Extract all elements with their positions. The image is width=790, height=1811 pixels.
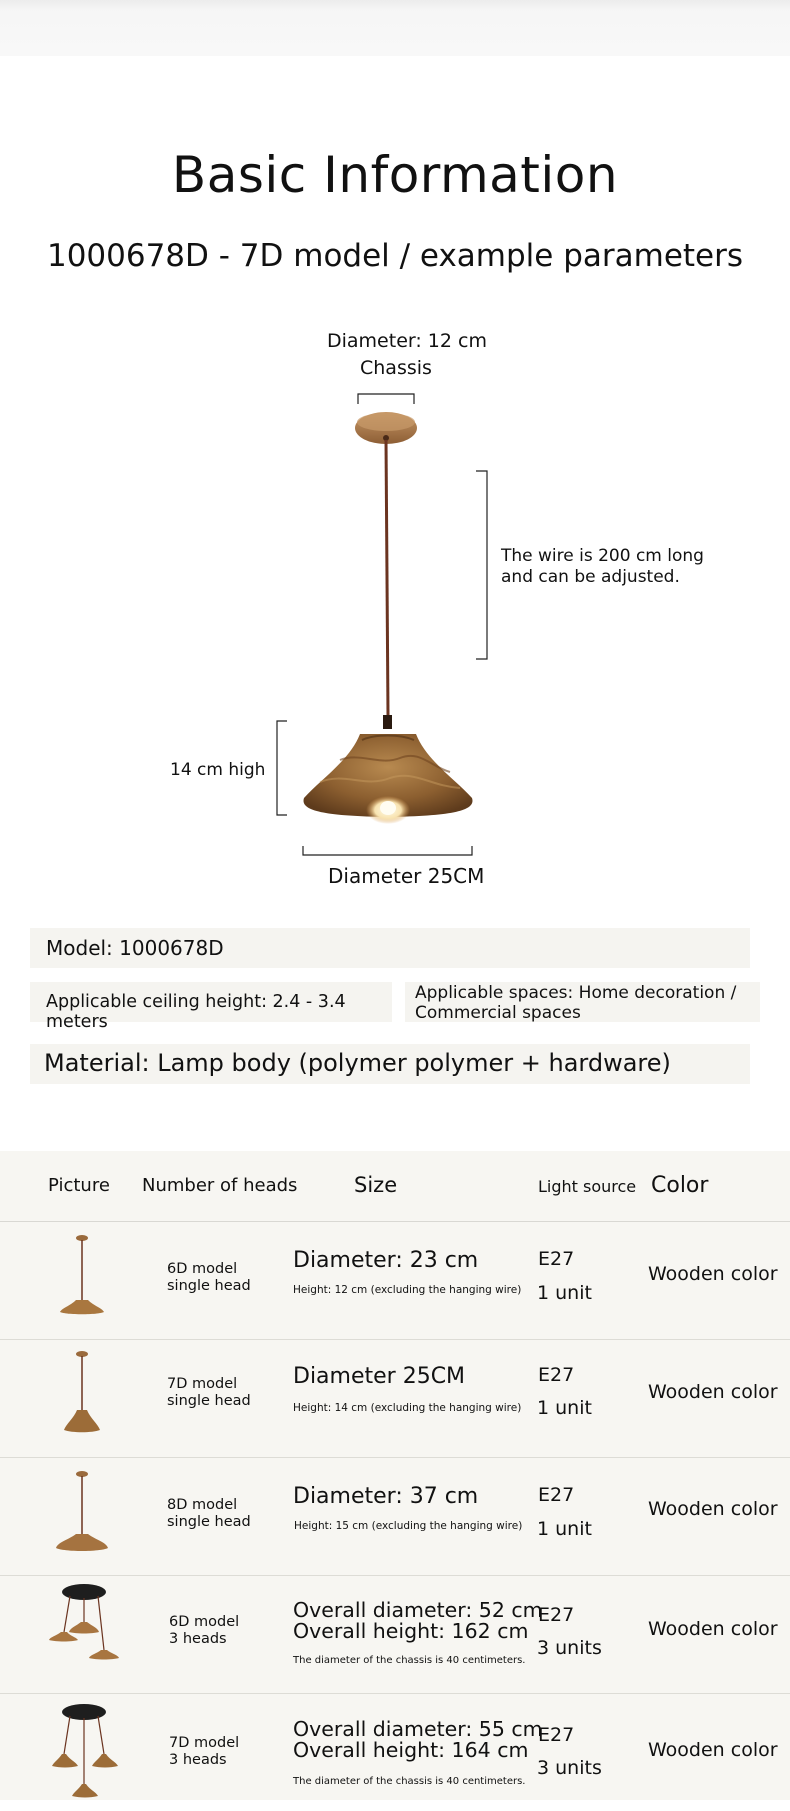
row-size-note: The diameter of the chassis is 40 centimeters.	[293, 1655, 526, 1666]
row-color: Wooden color	[648, 1618, 778, 1640]
product-thumbnail	[52, 1468, 112, 1558]
model-line2: single head	[167, 1278, 251, 1294]
row-size-note: Height: 14 cm (excluding the hanging wire)	[293, 1402, 522, 1414]
row-size-note: The diameter of the chassis is 40 centimeters.	[293, 1776, 526, 1787]
product-thumbnail	[52, 1348, 112, 1443]
row-color: Wooden color	[648, 1381, 778, 1403]
wire-note-line1: The wire is 200 cm long	[501, 546, 704, 566]
row-size: Diameter: 37 cm	[293, 1484, 479, 1509]
table-row	[0, 1222, 790, 1340]
row-color: Wooden color	[648, 1263, 778, 1285]
ceiling-height-box	[30, 982, 392, 1032]
row-count: 1 unit	[537, 1282, 592, 1304]
wire	[386, 440, 388, 715]
model-box	[30, 928, 750, 968]
product-thumbnail	[44, 1702, 124, 1802]
row-model	[167, 1261, 251, 1295]
model-line2: single head	[167, 1514, 251, 1530]
product-thumbnail	[44, 1582, 124, 1682]
model-line2: single head	[167, 1393, 251, 1409]
model-line1: 8D model	[167, 1497, 238, 1513]
row-color: Wooden color	[648, 1739, 778, 1761]
table-header	[0, 1151, 790, 1222]
chassis-label: Chassis	[360, 357, 432, 379]
diameter-bracket	[303, 846, 472, 855]
row-socket: E27	[538, 1364, 575, 1386]
row-socket: E27	[538, 1484, 575, 1506]
height-label: 14 cm high	[170, 760, 266, 780]
model-line1: 7D model	[167, 1376, 238, 1392]
spaces-line1: Applicable spaces: Home decoration /	[415, 983, 737, 1003]
row-size: Diameter 25CM	[293, 1364, 466, 1389]
size-line1: Overall diameter: 52 cm	[293, 1598, 543, 1622]
row-size	[293, 1600, 543, 1642]
wire-note-line2: and can be adjusted.	[501, 567, 680, 587]
row-size-note: Height: 12 cm (excluding the hanging wire)	[293, 1284, 522, 1296]
row-model	[167, 1497, 251, 1531]
spaces-box	[405, 982, 760, 1022]
table-row	[0, 1340, 790, 1458]
shade-diameter-label: Diameter 25CM	[328, 864, 485, 888]
model-line2: 3 heads	[169, 1631, 227, 1647]
table-row	[0, 1458, 790, 1576]
spaces-line2: Commercial spaces	[415, 1003, 581, 1023]
size-line2: Overall height: 162 cm	[293, 1619, 529, 1643]
size-line1: Overall diameter: 55 cm	[293, 1717, 543, 1741]
header-size: Size	[354, 1173, 398, 1197]
header-color: Color	[651, 1173, 709, 1198]
model-text: Model: 1000678D	[46, 936, 224, 960]
row-socket: E27	[538, 1248, 575, 1270]
row-model	[169, 1735, 239, 1769]
wire-note	[501, 546, 704, 588]
product-thumbnail	[52, 1232, 112, 1322]
table-row	[0, 1576, 790, 1694]
row-color: Wooden color	[648, 1498, 778, 1520]
height-bracket	[277, 721, 287, 815]
chassis-bracket	[358, 394, 414, 404]
header-heads: Number of heads	[142, 1175, 298, 1196]
product-table	[0, 1151, 790, 1800]
row-size-note: Height: 15 cm (excluding the hanging wire)	[294, 1520, 523, 1532]
header-light-source: Light source	[538, 1177, 637, 1196]
row-size	[293, 1719, 543, 1761]
row-count: 3 units	[537, 1757, 602, 1779]
material-box	[30, 1044, 750, 1084]
row-count: 1 unit	[537, 1518, 592, 1540]
row-socket: E27	[538, 1724, 575, 1746]
row-size: Diameter: 23 cm	[293, 1248, 479, 1273]
row-model	[167, 1376, 251, 1410]
socket	[383, 715, 392, 729]
model-line1: 7D model	[169, 1735, 240, 1751]
header-picture: Picture	[48, 1175, 110, 1196]
row-count: 3 units	[537, 1637, 602, 1659]
model-line1: 6D model	[169, 1614, 240, 1630]
page-subtitle: 1000678D - 7D model / example parameters	[46, 238, 744, 274]
table-row	[0, 1694, 790, 1811]
dimension-diagram	[0, 320, 790, 900]
row-count: 1 unit	[537, 1397, 592, 1419]
wire-bracket	[476, 471, 487, 659]
ceiling-height-text: Applicable ceiling height: 2.4 - 3.4 meters	[46, 992, 346, 1032]
material-text: Material: Lamp body (polymer polymer + hardware)	[44, 1049, 671, 1077]
lamp-illustration	[0, 320, 790, 900]
model-line1: 6D model	[167, 1261, 238, 1277]
model-line2: 3 heads	[169, 1752, 227, 1768]
row-socket: E27	[538, 1604, 575, 1626]
spaces-text	[415, 983, 736, 1023]
size-line2: Overall height: 164 cm	[293, 1738, 529, 1762]
chassis-diameter-label: Diameter: 12 cm	[327, 330, 487, 352]
top-band	[0, 0, 790, 56]
page-title: Basic Information	[171, 146, 619, 204]
row-model	[169, 1614, 239, 1648]
